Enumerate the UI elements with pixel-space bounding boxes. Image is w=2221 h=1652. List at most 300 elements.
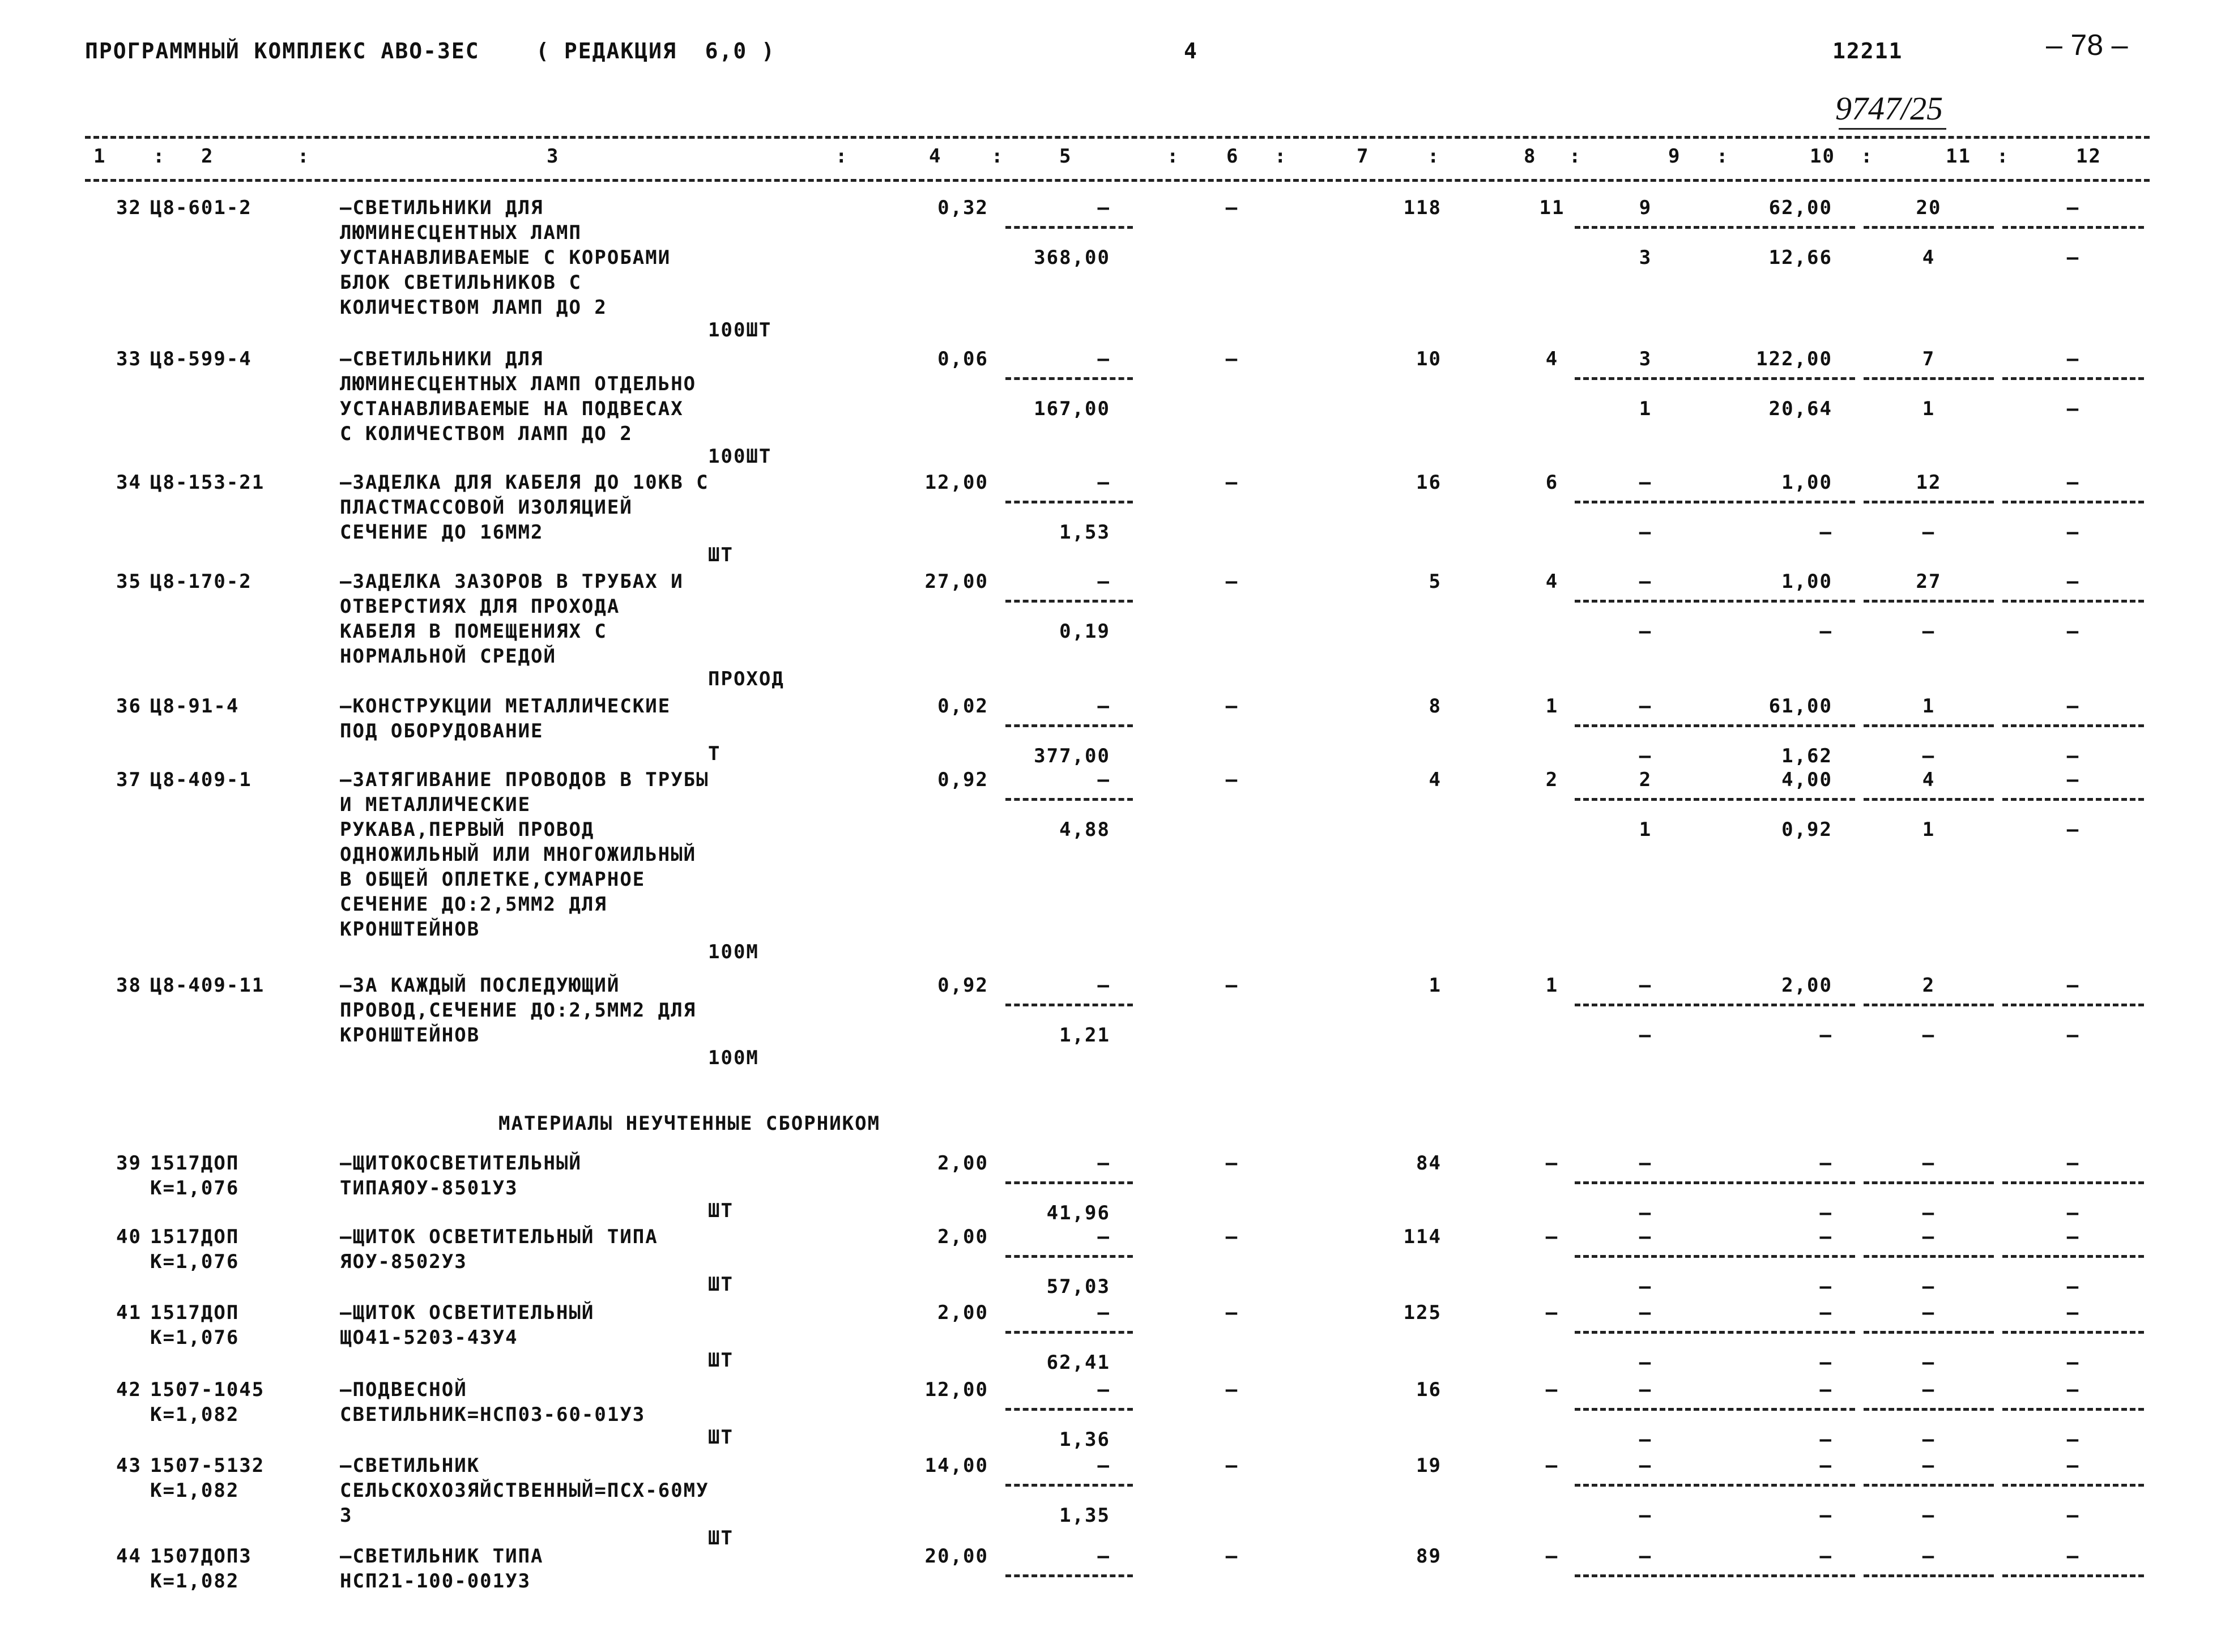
cell-c5-divider — [1005, 798, 1133, 801]
cell-c4: 0,32 — [937, 197, 988, 219]
cell-c4: 0,02 — [937, 695, 988, 718]
cell-c11-divider — [1864, 798, 1994, 801]
row-number: 44 — [116, 1545, 142, 1568]
cell-c12-divider — [2002, 377, 2144, 380]
cell-c9-divider — [1575, 226, 1716, 229]
cell-c8: 2 — [1545, 769, 1559, 791]
row-number: 32 — [116, 197, 142, 219]
cell-c10-lower: – — [1819, 521, 1832, 544]
cell-c12-upper: – — [2066, 1301, 2080, 1324]
cell-c8: 6 — [1545, 471, 1559, 494]
row-code: 1507-1045 — [150, 1378, 265, 1401]
cell-c7: 8 — [1429, 695, 1442, 718]
cell-c10-divider — [1719, 1181, 1855, 1184]
cell-c8: – — [1545, 1378, 1559, 1401]
cell-c10-divider — [1719, 1484, 1855, 1487]
cell-c4: 2,00 — [937, 1152, 988, 1175]
cell-c12-divider — [2002, 1484, 2144, 1487]
cell-c12-upper: – — [2066, 1454, 2080, 1477]
cell-c5-upper: – — [1097, 1378, 1110, 1401]
cell-c9-upper: – — [1639, 1226, 1652, 1248]
cell-c8: – — [1545, 1545, 1559, 1568]
row-code: К=1,082 — [150, 1479, 240, 1502]
table-header-rule — [85, 179, 2150, 182]
cell-c5-lower: 167,00 — [1034, 398, 1110, 420]
cell-c12-upper: – — [2066, 1226, 2080, 1248]
cell-c4: 27,00 — [924, 570, 988, 593]
row-unit: ШТ — [708, 1199, 734, 1222]
row-description: –ЗА КАЖДЫЙ ПОСЛЕДУЮЩИЙ — [340, 974, 620, 997]
cell-c9-divider — [1575, 1331, 1716, 1334]
cell-c9-divider — [1575, 1181, 1716, 1184]
row-description: –ЩИТОК ОСВЕТИТЕЛЬНЫЙ — [340, 1301, 595, 1324]
cell-c11-lower: 4 — [1922, 246, 1936, 269]
row-description: –СВЕТИЛЬНИКИ ДЛЯ — [340, 348, 544, 370]
row-code: К=1,076 — [150, 1326, 240, 1349]
cell-c10-lower: 1,62 — [1781, 745, 1832, 767]
cell-c10-divider — [1719, 1574, 1855, 1577]
column-separator: : — [835, 145, 849, 168]
row-unit: 100ШТ — [708, 319, 772, 342]
cell-c5-upper: – — [1097, 695, 1110, 718]
cell-c7: 1 — [1429, 974, 1442, 997]
row-description: БЛОК СВЕТИЛЬНИКОВ С — [340, 271, 582, 294]
cell-c11-divider — [1864, 501, 1994, 503]
column-header-6: 6 — [1226, 145, 1239, 168]
row-number: 43 — [116, 1454, 142, 1477]
cell-c5-upper: – — [1097, 1301, 1110, 1324]
cell-c10-lower: – — [1819, 1504, 1832, 1527]
row-description: –КОНСТРУКЦИИ МЕТАЛЛИЧЕСКИЕ — [340, 695, 671, 718]
cell-c10-lower: 12,66 — [1768, 246, 1832, 269]
cell-c10-upper: – — [1819, 1152, 1832, 1175]
cell-c12-divider — [2002, 1181, 2144, 1184]
cell-c12-upper: – — [2066, 1152, 2080, 1175]
row-description: ОТВЕРСТИЯХ ДЛЯ ПРОХОДА — [340, 595, 620, 618]
cell-c9-upper: – — [1639, 695, 1652, 718]
row-description: ЛЮМИНЕСЦЕНТНЫХ ЛАМП — [340, 221, 582, 244]
cell-c7: 114 — [1403, 1226, 1442, 1248]
cell-c8: – — [1545, 1226, 1559, 1248]
row-description: –ЗАДЕЛКА ЗАЗОРОВ В ТРУБАХ И — [340, 570, 684, 593]
cell-c9-upper: – — [1639, 471, 1652, 494]
cell-c11-divider — [1864, 1004, 1994, 1006]
cell-c12-upper: – — [2066, 1545, 2080, 1568]
cell-c9-divider — [1575, 1574, 1716, 1577]
cell-c7: 10 — [1416, 348, 1442, 370]
cell-c4: 0,92 — [937, 769, 988, 791]
cell-c4: 0,06 — [937, 348, 988, 370]
cell-c9-divider — [1575, 501, 1716, 503]
cell-c9-lower: – — [1639, 1428, 1652, 1451]
cell-c6: – — [1225, 1378, 1239, 1401]
cell-c11-upper: 12 — [1916, 471, 1942, 494]
cell-c7: 125 — [1403, 1301, 1442, 1324]
cell-c5-upper: – — [1097, 1454, 1110, 1477]
cell-c10-upper: 122,00 — [1756, 348, 1832, 370]
row-unit: ШТ — [708, 1273, 734, 1296]
cell-c6: – — [1225, 769, 1239, 791]
handwritten-underline — [1839, 128, 1946, 130]
cell-c11-lower: – — [1922, 1428, 1936, 1451]
row-description: С КОЛИЧЕСТВОМ ЛАМП ДО 2 — [340, 422, 633, 445]
cell-c10-divider — [1719, 501, 1855, 503]
cell-c11-divider — [1864, 226, 1994, 229]
row-description: КАБЕЛЯ В ПОМЕЩЕНИЯХ С — [340, 620, 607, 643]
row-description: –СВЕТИЛЬНИК — [340, 1454, 480, 1477]
cell-c11-upper: 27 — [1916, 570, 1942, 593]
cell-c12-lower: – — [2066, 1428, 2080, 1451]
cell-c11-lower: – — [1922, 1275, 1936, 1298]
cell-c9-lower: 3 — [1639, 246, 1652, 269]
row-number: 39 — [116, 1152, 142, 1175]
column-separator: : — [1167, 145, 1180, 168]
row-code: Ц8-91-4 — [150, 695, 240, 718]
cell-c8: 11 — [1539, 197, 1565, 219]
cell-c9-lower: 1 — [1639, 398, 1652, 420]
cell-c7: 19 — [1416, 1454, 1442, 1477]
column-header-9: 9 — [1668, 145, 1681, 168]
cell-c9-upper: – — [1639, 974, 1652, 997]
cell-c12-upper: – — [2066, 1378, 2080, 1401]
cell-c12-upper: – — [2066, 471, 2080, 494]
section-title: МАТЕРИАЛЫ НЕУЧТЕННЫЕ СБОРНИКОМ — [498, 1112, 881, 1135]
cell-c12-lower: – — [2066, 620, 2080, 643]
cell-c11-upper: – — [1922, 1378, 1936, 1401]
row-description: ПРОВОД,СЕЧЕНИЕ ДО:2,5ММ2 ДЛЯ — [340, 999, 697, 1022]
row-description: СВЕТИЛЬНИК=НСП03-60-01У3 — [340, 1403, 646, 1426]
cell-c6: – — [1225, 1301, 1239, 1324]
cell-c6: – — [1225, 974, 1239, 997]
row-code: Ц8-601-2 — [150, 197, 252, 219]
row-description: ПЛАСТМАССОВОЙ ИЗОЛЯЦИЕЙ — [340, 496, 633, 519]
row-code: К=1,082 — [150, 1570, 240, 1593]
cell-c5-lower: 377,00 — [1034, 745, 1110, 767]
cell-c5-lower: 1,21 — [1059, 1024, 1110, 1047]
cell-c12-divider — [2002, 1574, 2144, 1577]
cell-c12-upper: – — [2066, 769, 2080, 791]
cell-c5-divider — [1005, 1574, 1133, 1577]
row-code: 1507ДОП3 — [150, 1545, 252, 1568]
cell-c12-divider — [2002, 501, 2144, 503]
cell-c6: – — [1225, 1152, 1239, 1175]
cell-c12-divider — [2002, 724, 2144, 727]
column-separator: : — [297, 145, 310, 168]
cell-c10-upper: – — [1819, 1545, 1832, 1568]
row-number: 41 — [116, 1301, 142, 1324]
cell-c5-upper: – — [1097, 197, 1110, 219]
cell-c5-upper: – — [1097, 1152, 1110, 1175]
row-description: КРОНШТЕЙНОВ — [340, 1024, 480, 1047]
cell-c11-divider — [1864, 600, 1994, 603]
cell-c5-divider — [1005, 226, 1133, 229]
column-header-2: 2 — [201, 145, 214, 168]
cell-c11-upper: – — [1922, 1152, 1936, 1175]
cell-c12-divider — [2002, 1255, 2144, 1258]
cell-c8: – — [1545, 1454, 1559, 1477]
column-header-3: 3 — [547, 145, 560, 168]
column-separator: : — [1861, 145, 1874, 168]
cell-c10-upper: 1,00 — [1781, 471, 1832, 494]
cell-c11-upper: 1 — [1922, 695, 1936, 718]
cell-c9-lower: – — [1639, 1024, 1652, 1047]
cell-c12-lower: – — [2066, 818, 2080, 841]
cell-c10-lower: – — [1819, 1275, 1832, 1298]
cell-c12-upper: – — [2066, 570, 2080, 593]
cell-c9-lower: – — [1639, 521, 1652, 544]
cell-c12-upper: – — [2066, 197, 2080, 219]
cell-c11-upper: – — [1922, 1301, 1936, 1324]
cell-c7: 118 — [1403, 197, 1442, 219]
cell-c12-lower: – — [2066, 521, 2080, 544]
row-unit: ШТ — [708, 1349, 734, 1372]
cell-c9-divider — [1575, 1004, 1716, 1006]
row-description: СЕЧЕНИЕ ДО 16ММ2 — [340, 521, 544, 544]
column-separator: : — [1716, 145, 1729, 168]
cell-c5-upper: – — [1097, 471, 1110, 494]
row-code: 1507-5132 — [150, 1454, 265, 1477]
row-description: ТИПАЯОУ-8501У3 — [340, 1177, 518, 1199]
cell-c5-upper: – — [1097, 769, 1110, 791]
cell-c10-upper: 62,00 — [1768, 197, 1832, 219]
cell-c9-upper: – — [1639, 570, 1652, 593]
cell-c10-upper: 61,00 — [1768, 695, 1832, 718]
cell-c5-divider — [1005, 1484, 1133, 1487]
cell-c7: 16 — [1416, 471, 1442, 494]
row-description: ЩО41-5203-43У4 — [340, 1326, 518, 1349]
row-description: –ЗАДЕЛКА ДЛЯ КАБЕЛЯ ДО 10КВ С — [340, 471, 709, 494]
column-header-11: 11 — [1946, 145, 1971, 168]
cell-c12-lower: – — [2066, 398, 2080, 420]
cell-c6: – — [1225, 1545, 1239, 1568]
cell-c9-divider — [1575, 377, 1716, 380]
cell-c11-divider — [1864, 377, 1994, 380]
column-header-12: 12 — [2076, 145, 2101, 168]
cell-c5-upper: – — [1097, 348, 1110, 370]
cell-c6: – — [1225, 1226, 1239, 1248]
cell-c7: 5 — [1429, 570, 1442, 593]
cell-c12-lower: – — [2066, 1351, 2080, 1374]
cell-c10-divider — [1719, 724, 1855, 727]
cell-c5-divider — [1005, 1331, 1133, 1334]
cell-c10-lower: – — [1819, 1428, 1832, 1451]
row-number: 34 — [116, 471, 142, 494]
header-code: 12211 — [1832, 39, 1903, 63]
cell-c5-divider — [1005, 377, 1133, 380]
column-header-1: 1 — [93, 145, 106, 168]
cell-c4: 2,00 — [937, 1301, 988, 1324]
cell-c5-lower: 4,88 — [1059, 818, 1110, 841]
cell-c5-upper: – — [1097, 1226, 1110, 1248]
row-code: К=1,076 — [150, 1177, 240, 1199]
cell-c8: – — [1545, 1301, 1559, 1324]
cell-c10-divider — [1719, 600, 1855, 603]
column-separator: : — [1274, 145, 1288, 168]
column-header-7: 7 — [1357, 145, 1370, 168]
cell-c7: 84 — [1416, 1152, 1442, 1175]
cell-c10-lower: – — [1819, 1202, 1832, 1224]
cell-c7: 4 — [1429, 769, 1442, 791]
handwritten-note: 9747/25 — [1835, 90, 1943, 127]
row-unit: 100ШТ — [708, 445, 772, 468]
row-description: И МЕТАЛЛИЧЕСКИЕ — [340, 793, 531, 816]
row-number: 36 — [116, 695, 142, 718]
row-number: 35 — [116, 570, 142, 593]
column-header-8: 8 — [1524, 145, 1537, 168]
row-description: СЕЛЬСКОХОЗЯЙСТВЕННЫЙ=ПСХ-60МУ — [340, 1479, 709, 1502]
cell-c11-lower: – — [1922, 1202, 1936, 1224]
cell-c12-divider — [2002, 1004, 2144, 1006]
cell-c12-lower: – — [2066, 1024, 2080, 1047]
row-description: –СВЕТИЛЬНИК ТИПА — [340, 1545, 544, 1568]
cell-c9-divider — [1575, 798, 1716, 801]
row-code: Ц8-170-2 — [150, 570, 252, 593]
cell-c9-upper: 3 — [1639, 348, 1652, 370]
cell-c9-divider — [1575, 600, 1716, 603]
cell-c10-upper: – — [1819, 1301, 1832, 1324]
cell-c8: 1 — [1545, 695, 1559, 718]
cell-c5-divider — [1005, 1181, 1133, 1184]
cell-c12-upper: – — [2066, 348, 2080, 370]
cell-c11-lower: – — [1922, 1024, 1936, 1047]
row-number: 38 — [116, 974, 142, 997]
row-code: К=1,082 — [150, 1403, 240, 1426]
row-code: К=1,076 — [150, 1250, 240, 1273]
cell-c12-divider — [2002, 600, 2144, 603]
cell-c12-lower: – — [2066, 1202, 2080, 1224]
row-unit: ШТ — [708, 1426, 734, 1449]
cell-c4: 12,00 — [924, 1378, 988, 1401]
cell-c11-upper: – — [1922, 1545, 1936, 1568]
row-unit: 100М — [708, 941, 759, 963]
cell-c5-lower: 41,96 — [1046, 1202, 1110, 1224]
row-description: КОЛИЧЕСТВОМ ЛАМП ДО 2 — [340, 296, 607, 319]
cell-c5-divider — [1005, 1004, 1133, 1006]
cell-c9-divider — [1575, 724, 1716, 727]
cell-c10-upper: – — [1819, 1454, 1832, 1477]
row-number: 33 — [116, 348, 142, 370]
page-number: – 78 – — [2046, 29, 2128, 62]
cell-c11-divider — [1864, 1255, 1994, 1258]
cell-c9-divider — [1575, 1255, 1716, 1258]
cell-c9-lower: – — [1639, 1504, 1652, 1527]
cell-c12-lower: – — [2066, 1504, 2080, 1527]
cell-c11-lower: – — [1922, 1351, 1936, 1374]
cell-c12-upper: – — [2066, 695, 2080, 718]
row-code: 1517ДОП — [150, 1152, 240, 1175]
cell-c11-upper: 4 — [1922, 769, 1936, 791]
cell-c9-upper: – — [1639, 1301, 1652, 1324]
column-separator: : — [153, 145, 166, 168]
column-separator: : — [1427, 145, 1440, 168]
cell-c10-lower: – — [1819, 1351, 1832, 1374]
column-separator: : — [991, 145, 1004, 168]
cell-c9-lower: – — [1639, 620, 1652, 643]
cell-c11-lower: 1 — [1922, 398, 1936, 420]
row-code: Ц8-153-21 — [150, 471, 265, 494]
cell-c11-upper: 2 — [1922, 974, 1936, 997]
cell-c4: 0,92 — [937, 974, 988, 997]
cell-c8: 4 — [1545, 570, 1559, 593]
row-description: НОРМАЛЬНОЙ СРЕДОЙ — [340, 645, 556, 668]
cell-c11-lower: – — [1922, 521, 1936, 544]
cell-c10-upper: 2,00 — [1781, 974, 1832, 997]
cell-c11-lower: 1 — [1922, 818, 1936, 841]
row-unit: ШТ — [708, 1527, 734, 1549]
row-description: –ПОДВЕСНОЙ — [340, 1378, 467, 1401]
cell-c9-lower: – — [1639, 1351, 1652, 1374]
row-description: КРОНШТЕЙНОВ — [340, 918, 480, 941]
cell-c10-lower: 20,64 — [1768, 398, 1832, 420]
row-description: СЕЧЕНИЕ ДО:2,5ММ2 ДЛЯ — [340, 893, 607, 916]
cell-c5-lower: 368,00 — [1034, 246, 1110, 269]
row-code: Ц8-599-4 — [150, 348, 252, 370]
row-description: В ОБЩЕЙ ОПЛЕТКЕ,СУМАРНОЕ — [340, 868, 646, 891]
row-code: Ц8-409-1 — [150, 769, 252, 791]
row-description: ОДНОЖИЛЬНЫЙ ИЛИ МНОГОЖИЛЬНЫЙ — [340, 843, 697, 866]
program-title: ПРОГРАММНЫЙ КОМПЛЕКС АВО-ЗЕС ( РЕДАКЦИЯ 6,0 ) — [85, 39, 776, 63]
cell-c6: – — [1225, 348, 1239, 370]
cell-c9-upper: – — [1639, 1454, 1652, 1477]
cell-c10-lower: – — [1819, 1024, 1832, 1047]
row-description: –ЗАТЯГИВАНИЕ ПРОВОДОВ В ТРУБЫ — [340, 769, 709, 791]
cell-c10-divider — [1719, 1331, 1855, 1334]
cell-c10-lower: – — [1819, 620, 1832, 643]
cell-c9-upper: 2 — [1639, 769, 1652, 791]
cell-c10-upper: – — [1819, 1378, 1832, 1401]
row-code: Ц8-409-11 — [150, 974, 265, 997]
cell-c8: 4 — [1545, 348, 1559, 370]
cell-c11-upper: – — [1922, 1454, 1936, 1477]
cell-c9-lower: – — [1639, 1275, 1652, 1298]
cell-c5-divider — [1005, 1255, 1133, 1258]
cell-c12-divider — [2002, 798, 2144, 801]
row-number: 37 — [116, 769, 142, 791]
cell-c10-upper: – — [1819, 1226, 1832, 1248]
row-code: 1517ДОП — [150, 1226, 240, 1248]
cell-c11-lower: – — [1922, 620, 1936, 643]
cell-c10-upper: 4,00 — [1781, 769, 1832, 791]
cell-c5-lower: 62,41 — [1046, 1351, 1110, 1374]
row-unit: ПРОХОД — [708, 668, 785, 690]
cell-c11-divider — [1864, 1181, 1994, 1184]
row-unit: Т — [708, 742, 721, 765]
cell-c10-divider — [1719, 1408, 1855, 1411]
cell-c5-divider — [1005, 501, 1133, 503]
cell-c9-lower: 1 — [1639, 818, 1652, 841]
cell-c9-divider — [1575, 1484, 1716, 1487]
row-unit: 100М — [708, 1047, 759, 1069]
cell-c10-divider — [1719, 1004, 1855, 1006]
column-header-4: 4 — [929, 145, 942, 168]
cell-c9-lower: – — [1639, 1202, 1652, 1224]
row-description: –СВЕТИЛЬНИКИ ДЛЯ — [340, 197, 544, 219]
cell-c11-upper: 20 — [1916, 197, 1942, 219]
cell-c11-divider — [1864, 1408, 1994, 1411]
row-code: 1517ДОП — [150, 1301, 240, 1324]
cell-c11-divider — [1864, 1484, 1994, 1487]
cell-c11-upper: 7 — [1922, 348, 1936, 370]
cell-c6: – — [1225, 570, 1239, 593]
row-number: 42 — [116, 1378, 142, 1401]
cell-c5-divider — [1005, 600, 1133, 603]
row-description: –ЩИТОКОСВЕТИТЕЛЬНЫЙ — [340, 1152, 582, 1175]
cell-c4: 20,00 — [924, 1545, 988, 1568]
cell-c7: 16 — [1416, 1378, 1442, 1401]
cell-c5-upper: – — [1097, 974, 1110, 997]
cell-c9-upper: – — [1639, 1152, 1652, 1175]
cell-c5-lower: 57,03 — [1046, 1275, 1110, 1298]
